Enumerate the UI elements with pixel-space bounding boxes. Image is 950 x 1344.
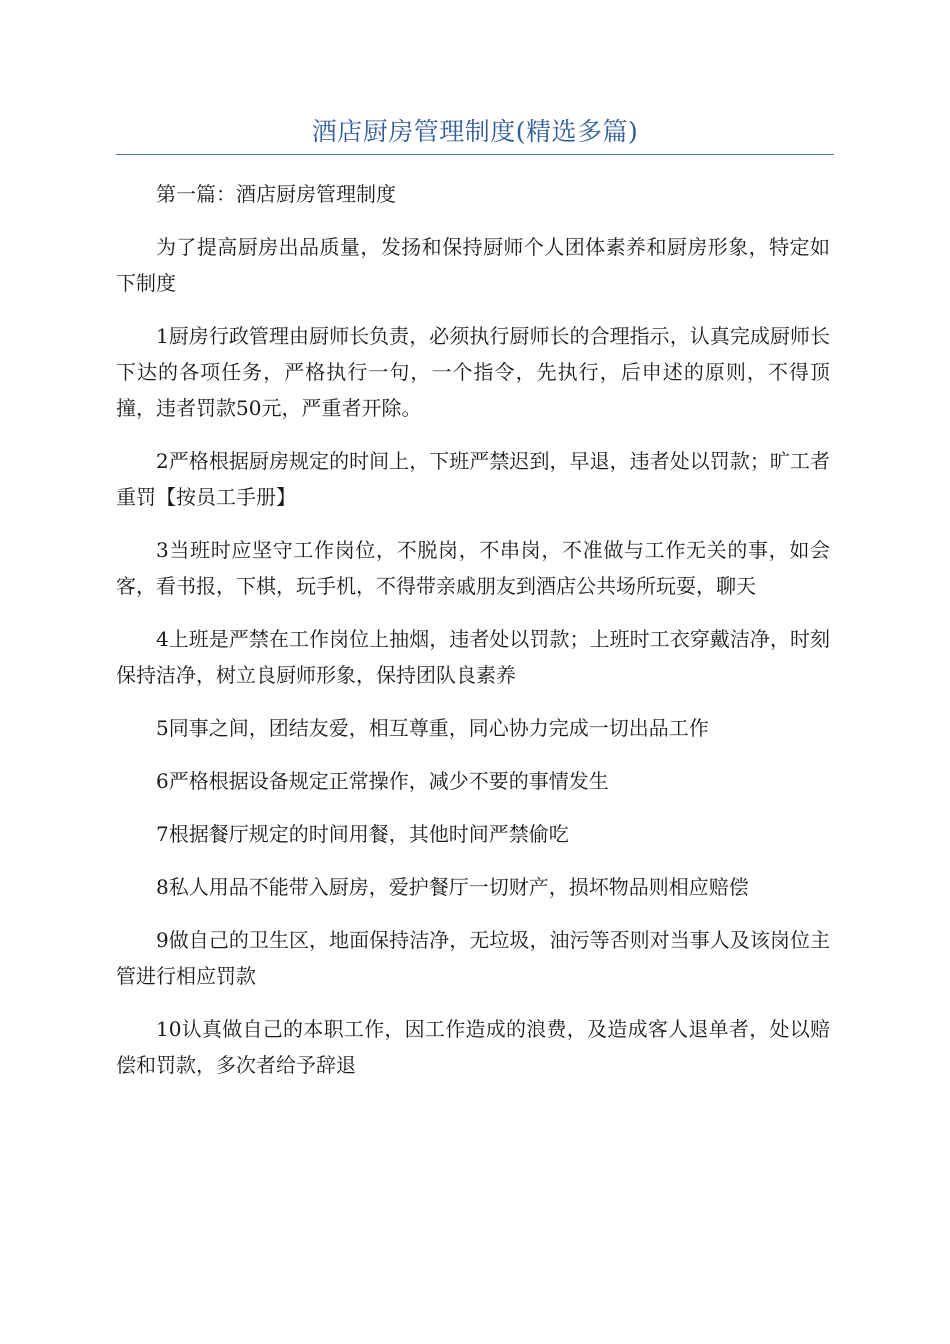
intro-paragraph: 为了提高厨房出品质量，发扬和保持厨师个人团体素养和厨房形象，特定如下制度: [116, 235, 830, 295]
rule-item-5: 5同事之间，团结友爱，相互尊重，同心协力完成一切出品工作: [156, 716, 709, 740]
title-underline: [116, 154, 834, 155]
rule-item-2: 2严格根据厨房规定的时间上，下班严禁迟到，早退，违者处以罚款；旷工者重罚【按员工手册】: [116, 449, 830, 509]
section-heading: 第一篇：酒店厨房管理制度: [156, 182, 396, 206]
rule-item-10: 10认真做自己的本职工作，因工作造成的浪费，及造成客人退单者，处以赔偿和罚款，多次者给予辞退: [116, 1017, 830, 1077]
rule-item-3: 3当班时应坚守工作岗位，不脱岗，不串岗，不准做与工作无关的事，如会客，看书报，下棋，玩手机，不得带亲戚朋友到酒店公共场所玩耍，聊天: [116, 538, 830, 598]
rule-item-1: 1厨房行政管理由厨师长负责，必须执行厨师长的合理指示，认真完成厨师长下达的各项任务，严格执行一句，一个指令，先执行，后申述的原则，不得顶撞，违者罚款50元，严重者开除。: [116, 324, 830, 420]
document-title: 酒店厨房管理制度(精选多篇): [311, 117, 639, 146]
rule-item-6: 6严格根据设备规定正常操作，减少不要的事情发生: [156, 769, 609, 793]
rule-item-4: 4上班是严禁在工作岗位上抽烟，违者处以罚款；上班时工衣穿戴洁净，时刻保持洁净，树立良厨师形象，保持团队良素养: [116, 627, 830, 687]
rule-item-9: 9做自己的卫生区，地面保持洁净，无垃圾，油污等否则对当事人及该岗位主管进行相应罚款: [116, 928, 830, 988]
document-body: [116, 176, 830, 1100]
rule-item-8: 8私人用品不能带入厨房，爱护餐厅一切财产，损坏物品则相应赔偿: [156, 875, 749, 899]
rule-item-7: 7根据餐厅规定的时间用餐，其他时间严禁偷吃: [156, 822, 569, 846]
